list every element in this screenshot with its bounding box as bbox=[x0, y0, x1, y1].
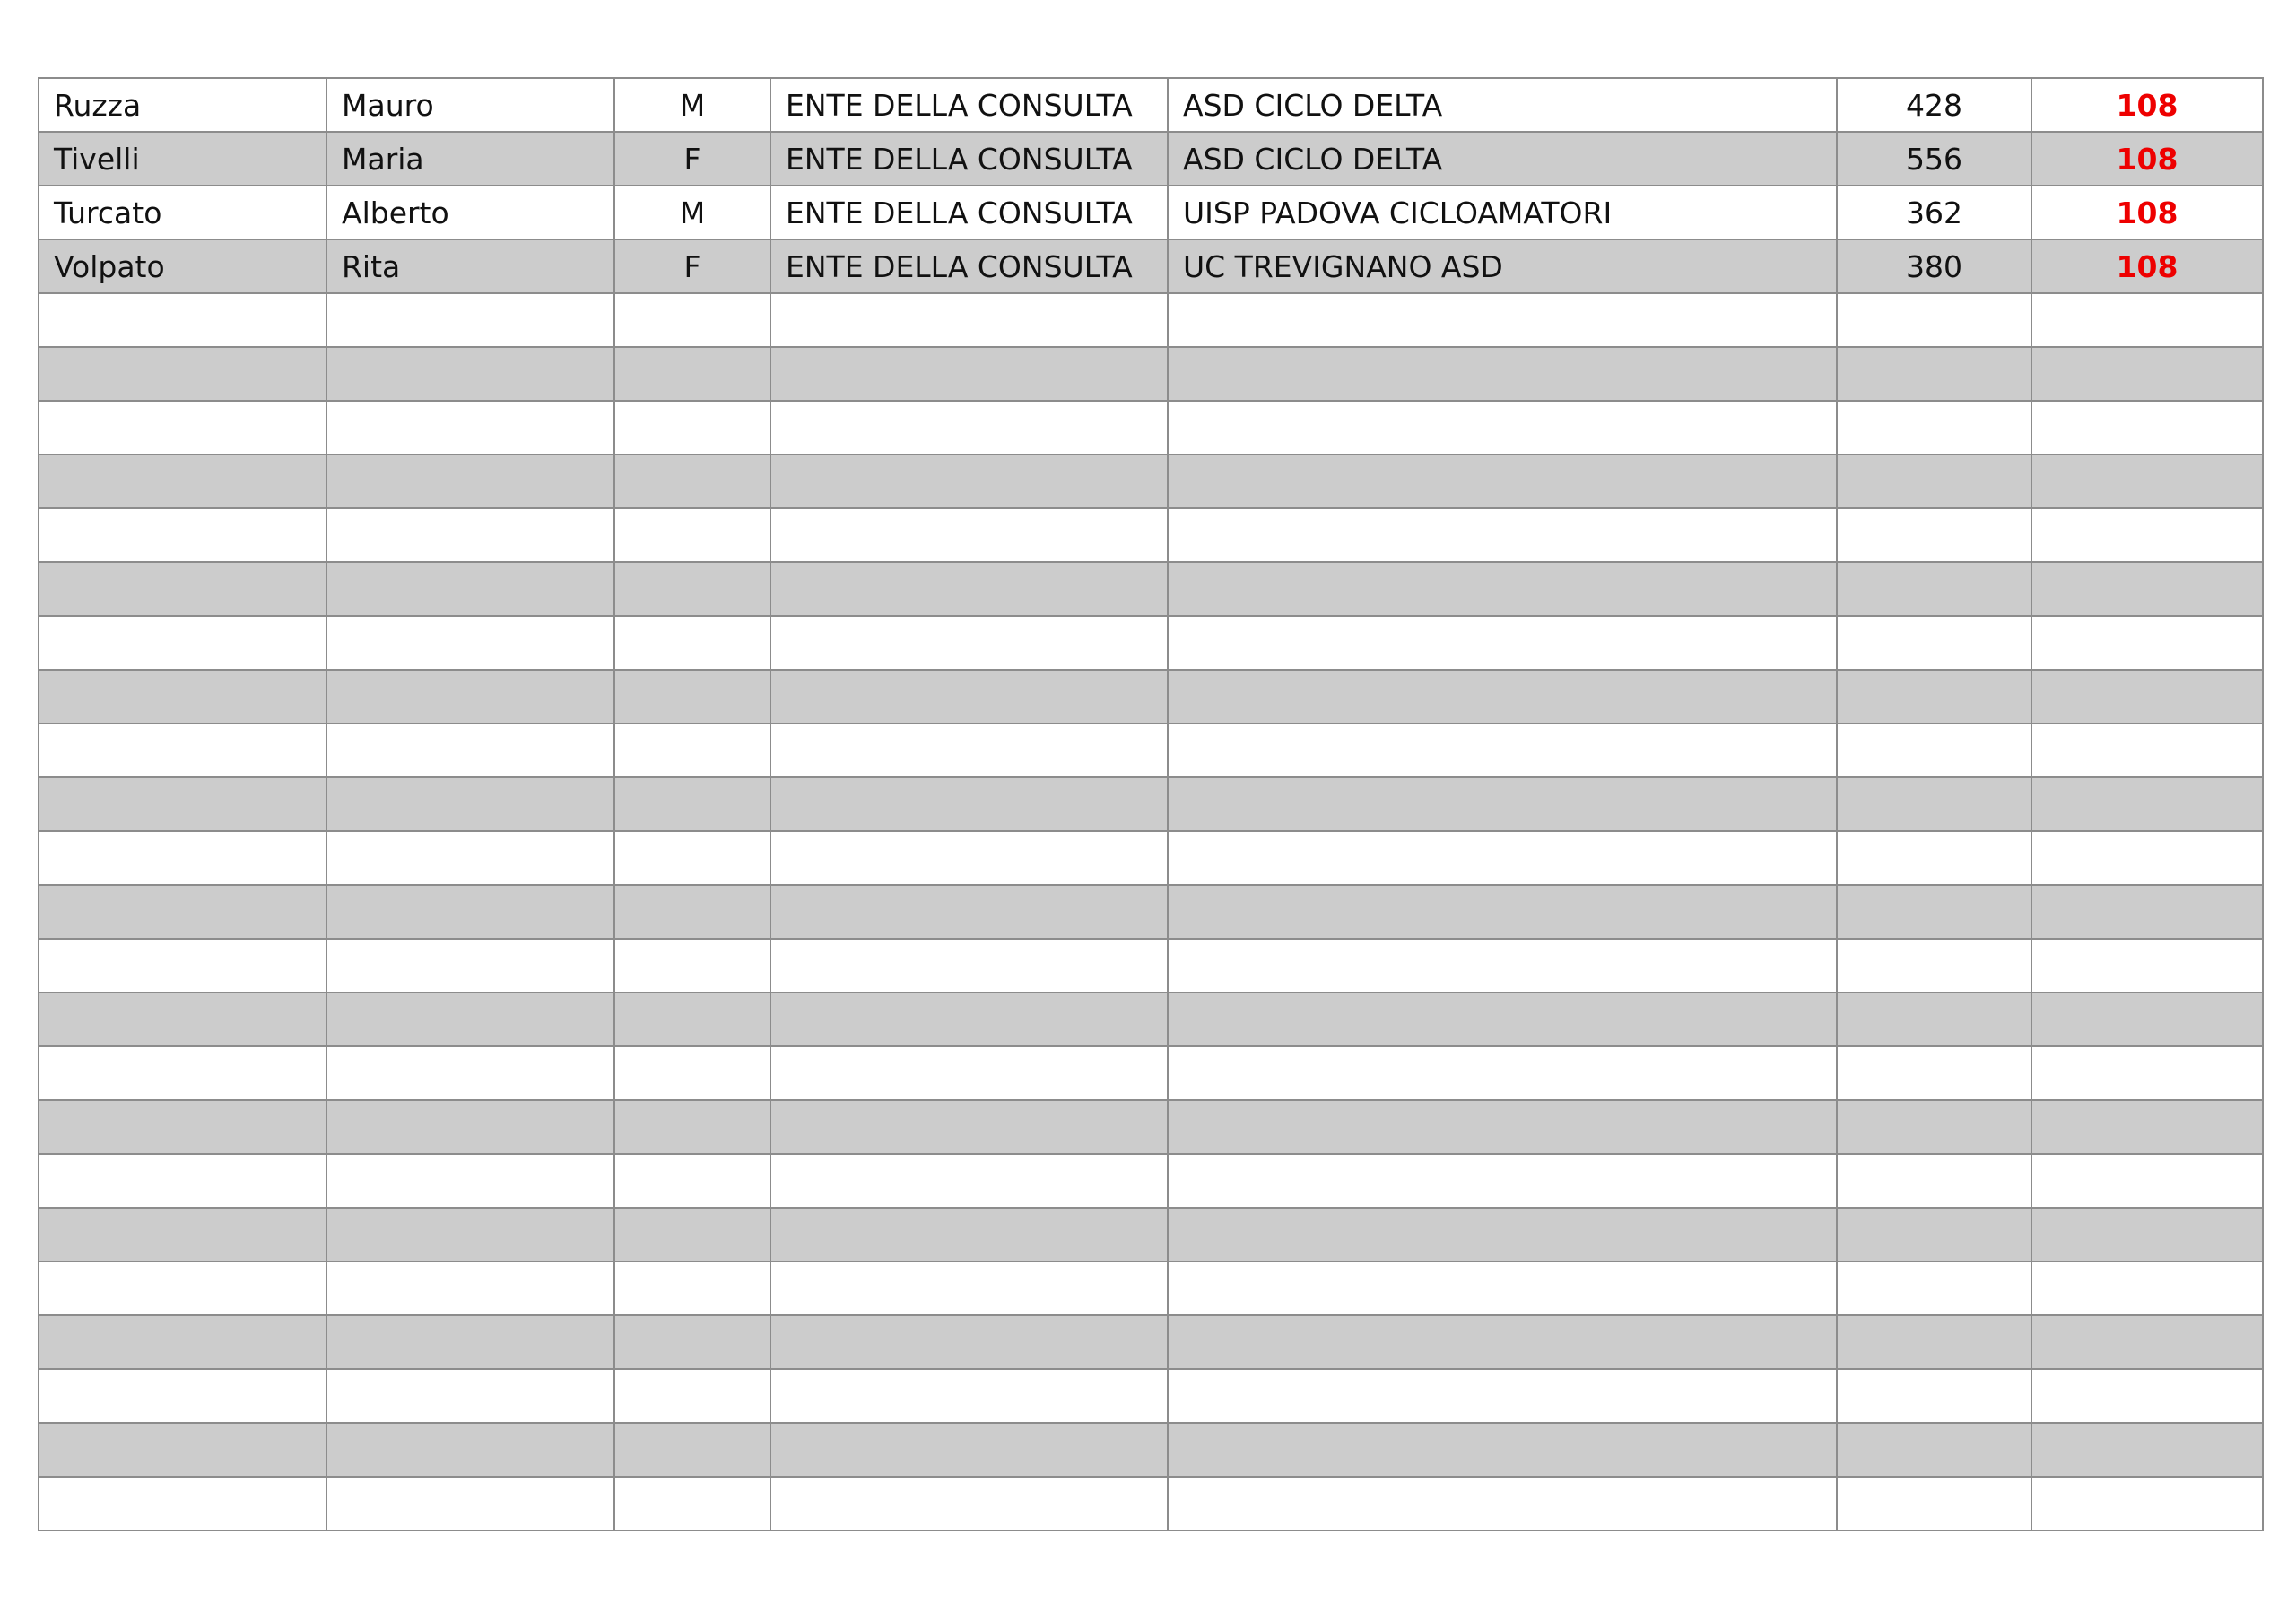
cell-number: 380 bbox=[1837, 239, 2031, 293]
cell-points-empty bbox=[2031, 885, 2263, 939]
table-row-empty bbox=[39, 1208, 2263, 1262]
table-row-empty bbox=[39, 1046, 2263, 1100]
cell-club-empty bbox=[1168, 508, 1837, 562]
cell-first-name-empty bbox=[326, 562, 614, 616]
cell-first-name-empty bbox=[326, 616, 614, 670]
cell-number-empty bbox=[1837, 508, 2031, 562]
cell-club-empty bbox=[1168, 401, 1837, 455]
cell-gender-empty bbox=[614, 724, 770, 777]
cell-first-name-empty bbox=[326, 1477, 614, 1531]
cell-gender-empty bbox=[614, 885, 770, 939]
cell-gender-empty bbox=[614, 1315, 770, 1369]
cell-first-name-empty bbox=[326, 1046, 614, 1100]
cell-first-name-empty bbox=[326, 293, 614, 347]
cell-gender-empty bbox=[614, 831, 770, 885]
cell-points-empty bbox=[2031, 939, 2263, 993]
table-row-empty bbox=[39, 293, 2263, 347]
cell-first-name-empty bbox=[326, 508, 614, 562]
table-row-empty bbox=[39, 939, 2263, 993]
cell-first-name-empty bbox=[326, 1154, 614, 1208]
cell-number: 556 bbox=[1837, 132, 2031, 186]
cell-club-empty bbox=[1168, 562, 1837, 616]
table-row-empty bbox=[39, 777, 2263, 831]
cell-organization: ENTE DELLA CONSULTA bbox=[770, 186, 1168, 239]
cell-number: 428 bbox=[1837, 78, 2031, 132]
cell-first-name-empty bbox=[326, 885, 614, 939]
cell-number-empty bbox=[1837, 831, 2031, 885]
cell-surname-empty bbox=[39, 1154, 326, 1208]
cell-organization-empty bbox=[770, 1154, 1168, 1208]
cell-points-empty bbox=[2031, 616, 2263, 670]
cell-number-empty bbox=[1837, 1154, 2031, 1208]
cell-points-empty bbox=[2031, 1262, 2263, 1315]
cell-club-empty bbox=[1168, 724, 1837, 777]
cell-number-empty bbox=[1837, 616, 2031, 670]
cell-surname-empty bbox=[39, 562, 326, 616]
cell-club-empty bbox=[1168, 347, 1837, 401]
cell-gender-empty bbox=[614, 562, 770, 616]
cell-first-name-empty bbox=[326, 670, 614, 724]
table-row-empty bbox=[39, 993, 2263, 1046]
table-row-empty bbox=[39, 1154, 2263, 1208]
cell-surname-empty bbox=[39, 670, 326, 724]
cell-club-empty bbox=[1168, 831, 1837, 885]
cell-number-empty bbox=[1837, 293, 2031, 347]
cell-organization-empty bbox=[770, 1477, 1168, 1531]
cell-gender-empty bbox=[614, 347, 770, 401]
cell-points-empty bbox=[2031, 1208, 2263, 1262]
cell-first-name: Mauro bbox=[326, 78, 614, 132]
cell-club-empty bbox=[1168, 1315, 1837, 1369]
cell-points-empty bbox=[2031, 508, 2263, 562]
cell-organization-empty bbox=[770, 455, 1168, 508]
cell-gender-empty bbox=[614, 1100, 770, 1154]
cell-club: UISP PADOVA CICLOAMATORI bbox=[1168, 186, 1837, 239]
table-row-empty bbox=[39, 1423, 2263, 1477]
cell-club-empty bbox=[1168, 939, 1837, 993]
cell-gender-empty bbox=[614, 777, 770, 831]
cell-surname-empty bbox=[39, 1100, 326, 1154]
cell-gender: M bbox=[614, 78, 770, 132]
cell-first-name-empty bbox=[326, 939, 614, 993]
cell-organization-empty bbox=[770, 1369, 1168, 1423]
cell-points: 108 bbox=[2031, 78, 2263, 132]
cell-gender-empty bbox=[614, 1477, 770, 1531]
cell-points-empty bbox=[2031, 1369, 2263, 1423]
cell-points-empty bbox=[2031, 455, 2263, 508]
cell-number-empty bbox=[1837, 1262, 2031, 1315]
cell-points-empty bbox=[2031, 831, 2263, 885]
cell-points: 108 bbox=[2031, 186, 2263, 239]
table-row-empty bbox=[39, 347, 2263, 401]
cell-first-name-empty bbox=[326, 1208, 614, 1262]
results-table bbox=[38, 77, 2264, 1531]
cell-number-empty bbox=[1837, 562, 2031, 616]
table-row-empty bbox=[39, 455, 2263, 508]
cell-organization-empty bbox=[770, 939, 1168, 993]
cell-points-empty bbox=[2031, 670, 2263, 724]
cell-points: 108 bbox=[2031, 132, 2263, 186]
cell-surname: Volpato bbox=[39, 239, 326, 293]
cell-surname-empty bbox=[39, 993, 326, 1046]
cell-gender-empty bbox=[614, 1154, 770, 1208]
cell-number-empty bbox=[1837, 1369, 2031, 1423]
cell-club-empty bbox=[1168, 670, 1837, 724]
cell-number-empty bbox=[1837, 1046, 2031, 1100]
cell-surname-empty bbox=[39, 1423, 326, 1477]
cell-organization-empty bbox=[770, 562, 1168, 616]
cell-surname-empty bbox=[39, 1262, 326, 1315]
cell-organization-empty bbox=[770, 1423, 1168, 1477]
table-row bbox=[39, 239, 2263, 293]
table-row-empty bbox=[39, 1100, 2263, 1154]
cell-first-name-empty bbox=[326, 347, 614, 401]
table-row-empty bbox=[39, 885, 2263, 939]
cell-first-name-empty bbox=[326, 1100, 614, 1154]
cell-surname-empty bbox=[39, 1315, 326, 1369]
cell-first-name-empty bbox=[326, 1315, 614, 1369]
cell-points-empty bbox=[2031, 724, 2263, 777]
cell-surname-empty bbox=[39, 885, 326, 939]
cell-surname-empty bbox=[39, 1046, 326, 1100]
cell-organization-empty bbox=[770, 293, 1168, 347]
cell-club: UC TREVIGNANO ASD bbox=[1168, 239, 1837, 293]
cell-number-empty bbox=[1837, 1423, 2031, 1477]
cell-first-name: Maria bbox=[326, 132, 614, 186]
cell-number-empty bbox=[1837, 401, 2031, 455]
cell-first-name-empty bbox=[326, 1369, 614, 1423]
cell-surname-empty bbox=[39, 508, 326, 562]
table-row bbox=[39, 186, 2263, 239]
cell-organization-empty bbox=[770, 1100, 1168, 1154]
table-row bbox=[39, 132, 2263, 186]
cell-club-empty bbox=[1168, 616, 1837, 670]
cell-points-empty bbox=[2031, 777, 2263, 831]
cell-gender-empty bbox=[614, 293, 770, 347]
table-row-empty bbox=[39, 508, 2263, 562]
cell-points-empty bbox=[2031, 1046, 2263, 1100]
cell-club-empty bbox=[1168, 455, 1837, 508]
cell-organization-empty bbox=[770, 616, 1168, 670]
table-body bbox=[39, 78, 2263, 1531]
cell-surname-empty bbox=[39, 455, 326, 508]
cell-gender-empty bbox=[614, 1208, 770, 1262]
cell-gender-empty bbox=[614, 1423, 770, 1477]
cell-surname: Turcato bbox=[39, 186, 326, 239]
cell-points-empty bbox=[2031, 347, 2263, 401]
cell-first-name-empty bbox=[326, 993, 614, 1046]
cell-surname-empty bbox=[39, 1477, 326, 1531]
cell-gender-empty bbox=[614, 616, 770, 670]
cell-gender-empty bbox=[614, 1262, 770, 1315]
cell-organization-empty bbox=[770, 831, 1168, 885]
table-row-empty bbox=[39, 831, 2263, 885]
cell-gender-empty bbox=[614, 401, 770, 455]
cell-organization-empty bbox=[770, 993, 1168, 1046]
cell-club: ASD CICLO DELTA bbox=[1168, 78, 1837, 132]
cell-gender: M bbox=[614, 186, 770, 239]
cell-number-empty bbox=[1837, 885, 2031, 939]
cell-organization-empty bbox=[770, 885, 1168, 939]
cell-number-empty bbox=[1837, 1477, 2031, 1531]
cell-number-empty bbox=[1837, 670, 2031, 724]
cell-surname-empty bbox=[39, 347, 326, 401]
cell-organization-empty bbox=[770, 1262, 1168, 1315]
cell-gender-empty bbox=[614, 670, 770, 724]
table-row-empty bbox=[39, 1262, 2263, 1315]
cell-gender: F bbox=[614, 132, 770, 186]
table-row-empty bbox=[39, 724, 2263, 777]
cell-surname-empty bbox=[39, 1369, 326, 1423]
cell-gender-empty bbox=[614, 1369, 770, 1423]
cell-organization-empty bbox=[770, 347, 1168, 401]
cell-club-empty bbox=[1168, 1100, 1837, 1154]
cell-organization-empty bbox=[770, 777, 1168, 831]
cell-organization: ENTE DELLA CONSULTA bbox=[770, 78, 1168, 132]
cell-club-empty bbox=[1168, 1369, 1837, 1423]
cell-organization-empty bbox=[770, 1208, 1168, 1262]
cell-surname-empty bbox=[39, 616, 326, 670]
cell-club-empty bbox=[1168, 1154, 1837, 1208]
cell-organization-empty bbox=[770, 401, 1168, 455]
cell-points: 108 bbox=[2031, 239, 2263, 293]
cell-points-empty bbox=[2031, 1154, 2263, 1208]
cell-surname-empty bbox=[39, 724, 326, 777]
cell-surname: Tivelli bbox=[39, 132, 326, 186]
cell-first-name-empty bbox=[326, 777, 614, 831]
table-row-empty bbox=[39, 670, 2263, 724]
cell-points-empty bbox=[2031, 1477, 2263, 1531]
cell-club-empty bbox=[1168, 1262, 1837, 1315]
cell-points-empty bbox=[2031, 293, 2263, 347]
cell-first-name-empty bbox=[326, 1423, 614, 1477]
table-row-empty bbox=[39, 1477, 2263, 1531]
cell-first-name-empty bbox=[326, 1262, 614, 1315]
cell-organization-empty bbox=[770, 1315, 1168, 1369]
cell-gender-empty bbox=[614, 1046, 770, 1100]
cell-surname-empty bbox=[39, 401, 326, 455]
cell-number-empty bbox=[1837, 939, 2031, 993]
cell-number-empty bbox=[1837, 1100, 2031, 1154]
table-row-empty bbox=[39, 616, 2263, 670]
table-row-empty bbox=[39, 401, 2263, 455]
cell-club-empty bbox=[1168, 885, 1837, 939]
cell-surname-empty bbox=[39, 831, 326, 885]
cell-organization-empty bbox=[770, 670, 1168, 724]
cell-club-empty bbox=[1168, 993, 1837, 1046]
cell-number-empty bbox=[1837, 1208, 2031, 1262]
cell-surname-empty bbox=[39, 1208, 326, 1262]
table-row-empty bbox=[39, 562, 2263, 616]
cell-gender-empty bbox=[614, 455, 770, 508]
cell-first-name: Rita bbox=[326, 239, 614, 293]
cell-organization: ENTE DELLA CONSULTA bbox=[770, 239, 1168, 293]
cell-number-empty bbox=[1837, 347, 2031, 401]
cell-club-empty bbox=[1168, 1208, 1837, 1262]
cell-first-name-empty bbox=[326, 455, 614, 508]
cell-points-empty bbox=[2031, 993, 2263, 1046]
cell-number-empty bbox=[1837, 455, 2031, 508]
table-row bbox=[39, 78, 2263, 132]
cell-organization-empty bbox=[770, 1046, 1168, 1100]
cell-surname-empty bbox=[39, 939, 326, 993]
cell-number-empty bbox=[1837, 777, 2031, 831]
cell-gender: F bbox=[614, 239, 770, 293]
cell-first-name: Alberto bbox=[326, 186, 614, 239]
cell-points-empty bbox=[2031, 1315, 2263, 1369]
cell-club-empty bbox=[1168, 1423, 1837, 1477]
cell-surname-empty bbox=[39, 777, 326, 831]
cell-surname: Ruzza bbox=[39, 78, 326, 132]
cell-surname-empty bbox=[39, 293, 326, 347]
cell-number: 362 bbox=[1837, 186, 2031, 239]
cell-first-name-empty bbox=[326, 401, 614, 455]
table-row-empty bbox=[39, 1369, 2263, 1423]
cell-first-name-empty bbox=[326, 724, 614, 777]
table-row-empty bbox=[39, 1315, 2263, 1369]
cell-number-empty bbox=[1837, 724, 2031, 777]
cell-club-empty bbox=[1168, 777, 1837, 831]
cell-gender-empty bbox=[614, 508, 770, 562]
cell-organization-empty bbox=[770, 508, 1168, 562]
cell-points-empty bbox=[2031, 1423, 2263, 1477]
cell-first-name-empty bbox=[326, 831, 614, 885]
cell-points-empty bbox=[2031, 562, 2263, 616]
cell-number-empty bbox=[1837, 1315, 2031, 1369]
cell-club-empty bbox=[1168, 1477, 1837, 1531]
cell-points-empty bbox=[2031, 1100, 2263, 1154]
cell-club-empty bbox=[1168, 1046, 1837, 1100]
cell-number-empty bbox=[1837, 993, 2031, 1046]
cell-club-empty bbox=[1168, 293, 1837, 347]
cell-organization-empty bbox=[770, 724, 1168, 777]
cell-organization: ENTE DELLA CONSULTA bbox=[770, 132, 1168, 186]
cell-gender-empty bbox=[614, 993, 770, 1046]
cell-points-empty bbox=[2031, 401, 2263, 455]
cell-gender-empty bbox=[614, 939, 770, 993]
cell-club: ASD CICLO DELTA bbox=[1168, 132, 1837, 186]
